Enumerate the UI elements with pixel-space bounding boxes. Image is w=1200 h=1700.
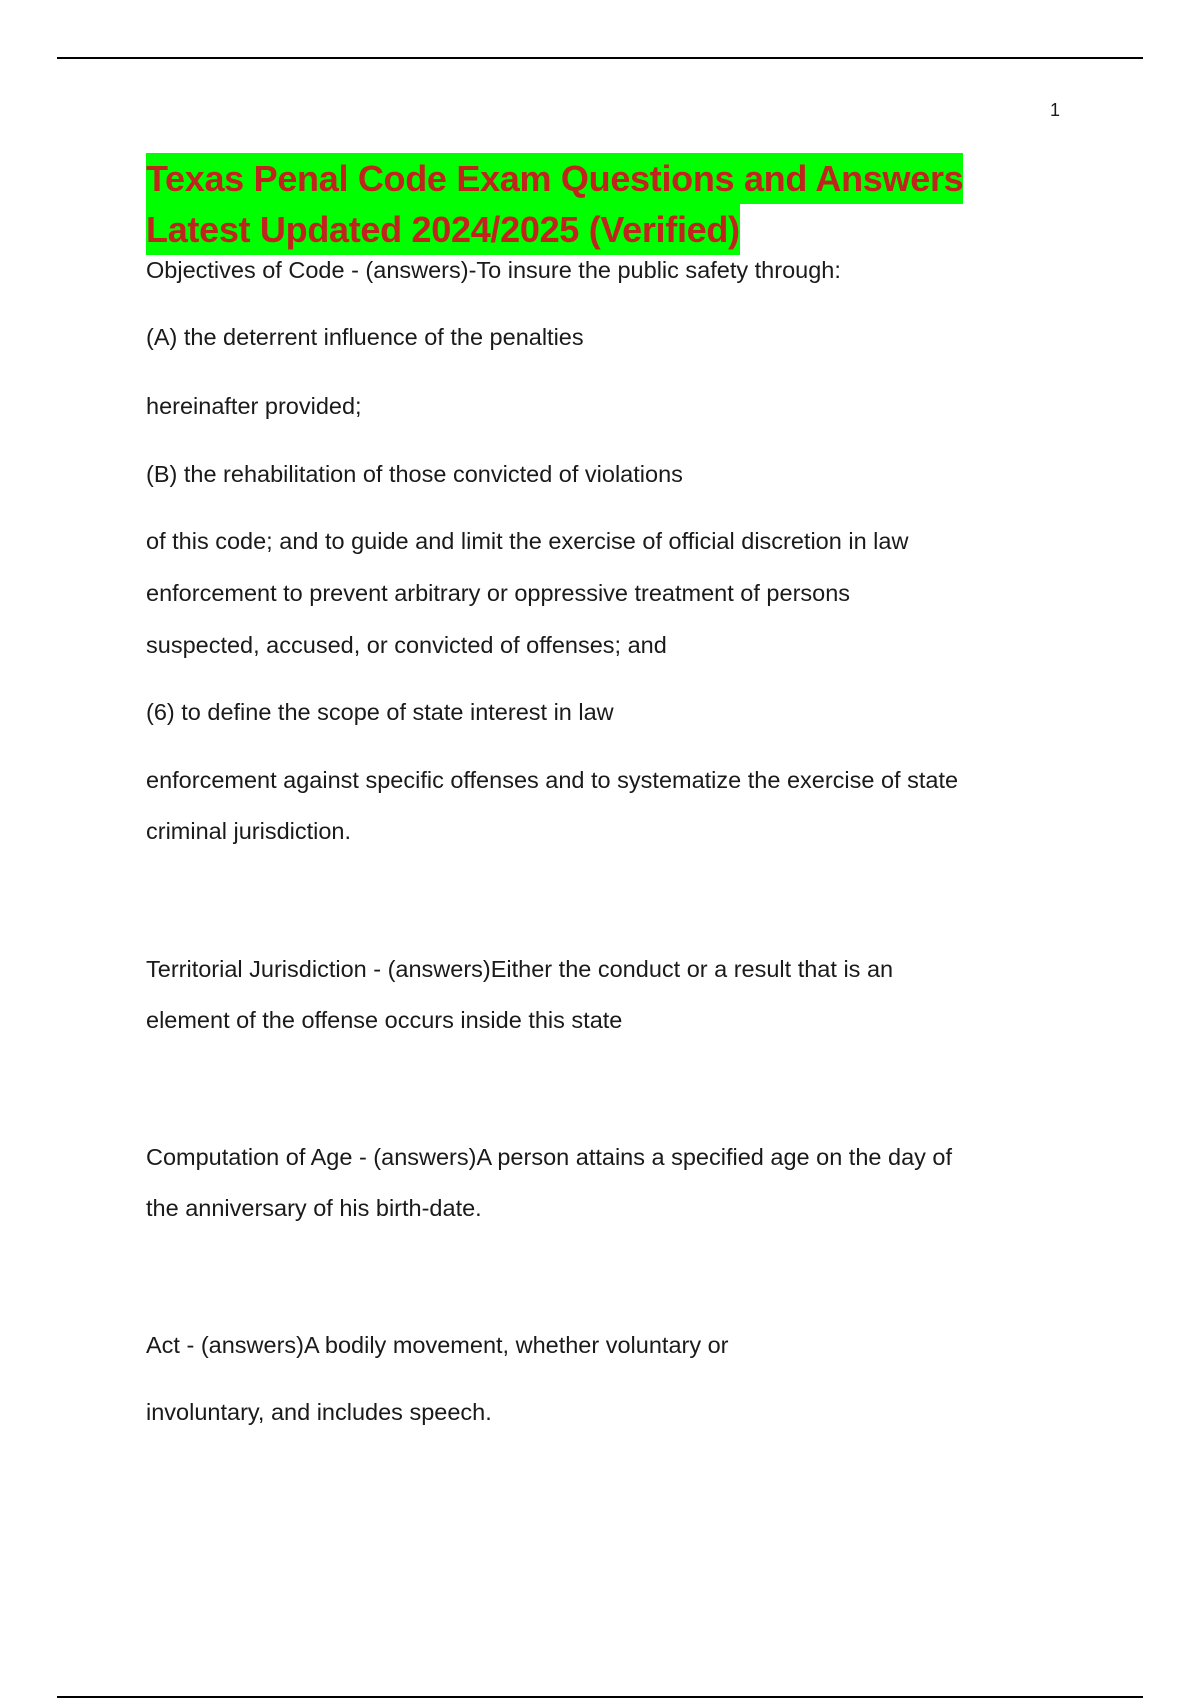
footer-rule	[57, 1696, 1143, 1698]
territorial-jurisdiction-line-2: element of the offense occurs inside this state	[146, 1007, 623, 1033]
title-line-1: Texas Penal Code Exam Questions and Answers	[146, 153, 963, 204]
objectives-intro: Objectives of Code - (answers)-To insure the public safety through:	[146, 257, 841, 283]
objectives-item-a: (A) the deterrent influence of the penalties	[146, 324, 584, 350]
objectives-item-a-continued: hereinafter provided;	[146, 393, 362, 419]
act-definition-line-2: involuntary, and includes speech.	[146, 1399, 492, 1425]
act-definition-line-1: Act - (answers)A bodily movement, whether voluntary or	[146, 1332, 729, 1358]
header-rule	[57, 57, 1143, 59]
objectives-item-b: (B) the rehabilitation of those convicted of violations	[146, 461, 683, 487]
objectives-item-b-continued-2: enforcement to prevent arbitrary or oppressive treatment of persons	[146, 580, 851, 606]
objectives-item-6-continued-1: enforcement against specific offenses and to systematize the exercise of state	[146, 767, 959, 793]
objectives-item-6-continued-2: criminal jurisdiction.	[146, 818, 352, 844]
objectives-item-b-continued-1: of this code; and to guide and limit the exercise of official discretion in law	[146, 528, 909, 554]
territorial-jurisdiction-line-1: Territorial Jurisdiction - (answers)Either the conduct or a result that is an	[146, 956, 894, 982]
computation-of-age-line-2: the anniversary of his birth-date.	[146, 1195, 482, 1221]
objectives-item-6: (6) to define the scope of state interest in law	[146, 699, 614, 725]
objectives-item-b-continued-3: suspected, accused, or convicted of offenses; and	[146, 632, 667, 658]
title-line-2: Latest Updated 2024/2025 (Verified)	[146, 204, 740, 255]
computation-of-age-line-1: Computation of Age - (answers)A person attains a specified age on the day of	[146, 1144, 953, 1170]
page-number: 1	[1049, 100, 1060, 120]
document-title	[146, 153, 963, 255]
